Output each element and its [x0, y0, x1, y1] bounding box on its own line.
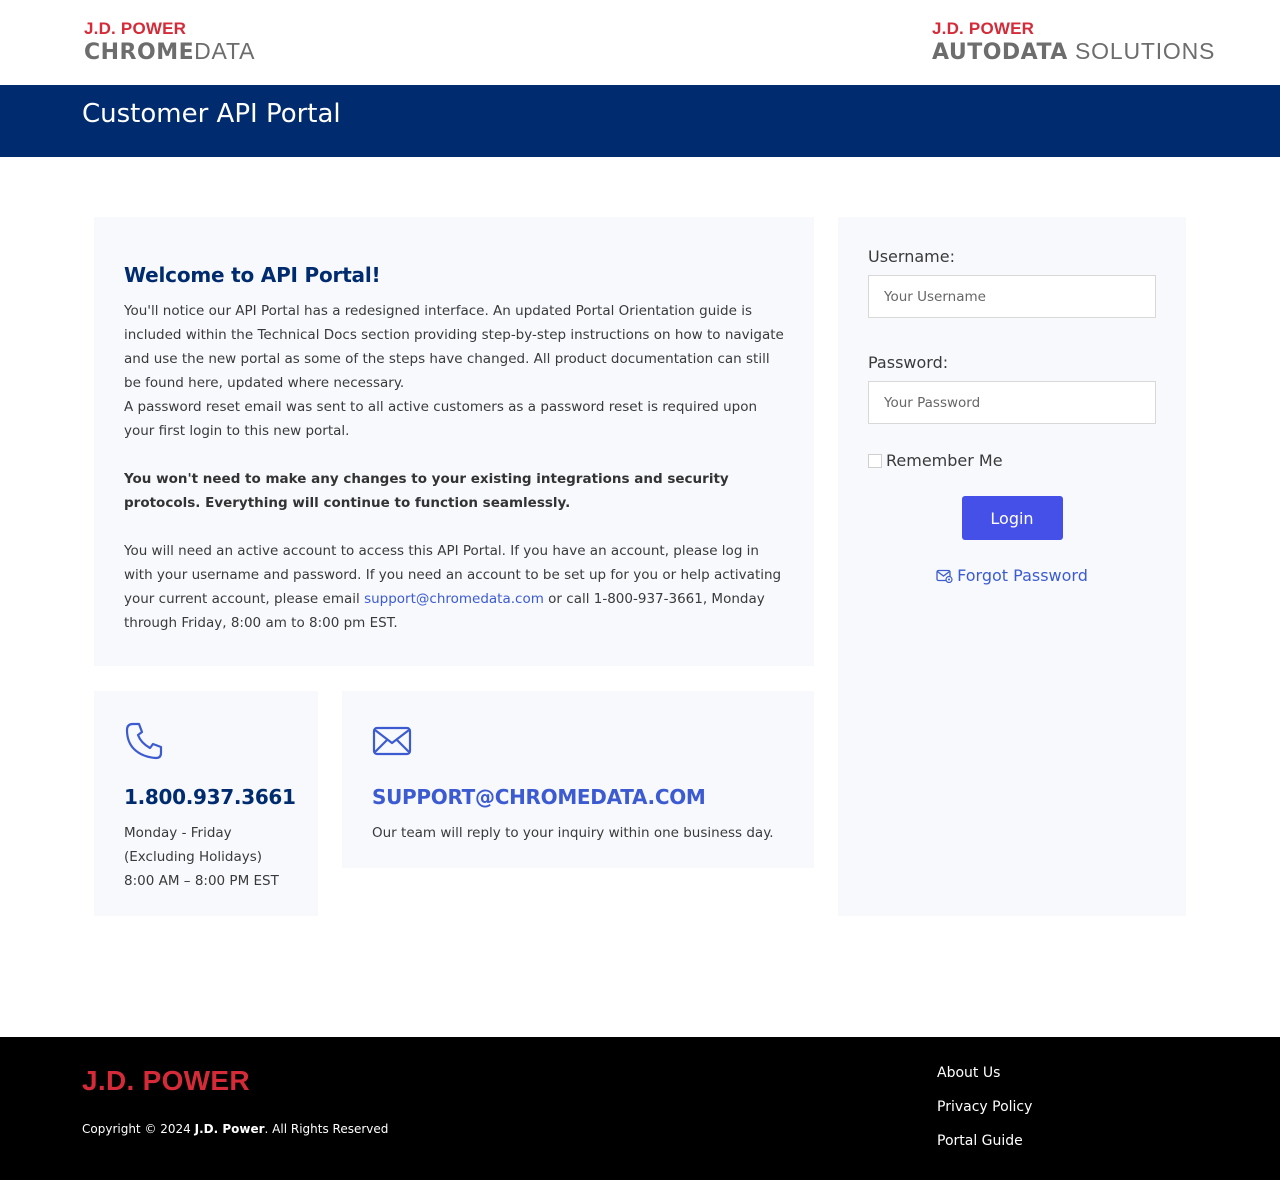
- account-text-after: or call 1-800-937-3661, Monday through Friday, 8:00 am to 8:00 pm EST.: [124, 591, 765, 631]
- support-email-link[interactable]: support@chromedata.com: [364, 591, 544, 607]
- support-reply-text: Our team will reply to your inquiry within one business day.: [372, 825, 774, 841]
- username-input[interactable]: [868, 275, 1156, 318]
- autodata-logo-jdpower: J.D. POWER: [932, 19, 1035, 38]
- remember-me-label[interactable]: Remember Me: [886, 451, 1003, 470]
- phone-number-heading[interactable]: 1.800.937.3661: [124, 785, 296, 809]
- username-label: Username:: [868, 247, 955, 266]
- login-panel: [838, 217, 1186, 916]
- remember-me-row: [868, 451, 1156, 470]
- forgot-password-label: Forgot Password: [957, 566, 1088, 585]
- login-button[interactable]: Login: [962, 496, 1063, 540]
- footer: [0, 1037, 1280, 1180]
- chromedata-logo[interactable]: [84, 19, 255, 65]
- phone-hours-days: Monday - Friday: [124, 825, 232, 841]
- envelope-gear-icon: [936, 569, 953, 583]
- footer-link-privacy-policy[interactable]: Privacy Policy: [937, 1099, 1033, 1115]
- account-text-before: You will need an active account to access this API Portal. If you have an account, please log in with your username and password. If you need an account to be set up for you or help activating your current account, please email: [124, 543, 782, 607]
- footer-link-portal-guide[interactable]: Portal Guide: [937, 1133, 1023, 1149]
- password-input[interactable]: [868, 381, 1156, 424]
- phone-icon: [124, 721, 164, 761]
- autodata-solutions-logo[interactable]: [932, 19, 1215, 65]
- copyright-suffix: . All Rights Reserved: [264, 1122, 389, 1136]
- page-title: Customer API Portal: [82, 99, 341, 129]
- login-form: [868, 247, 1156, 585]
- email-contact-card: [342, 691, 814, 868]
- support-email-heading[interactable]: SUPPORT@CHROMEDATA.COM: [372, 785, 706, 809]
- phone-hours-holidays: (Excluding Holidays): [124, 849, 263, 865]
- top-header: [0, 0, 1280, 85]
- welcome-paragraph-redesign: You'll notice our API Portal has a redesigned interface. An updated Portal Orientation guide is included within the Technical Docs section providing step-by-step instructions on how to navigate and use the new portal as some of the steps have changed. All product documentation can still be found here, updated where necessary.: [124, 303, 784, 391]
- chromedata-logo-wordmark: [84, 39, 255, 65]
- footer-jdpower-logo[interactable]: J.D. POWER: [82, 1065, 250, 1096]
- chromedata-logo-bold: CHROME: [84, 40, 195, 65]
- chromedata-logo-jdpower: J.D. POWER: [84, 19, 187, 38]
- welcome-paragraph-password-reset: A password reset email was sent to all active customers as a password reset is required upon your first login to this new portal.: [124, 399, 758, 439]
- copyright-brand: J.D. Power: [194, 1122, 265, 1136]
- envelope-icon: [372, 721, 412, 761]
- chromedata-logo-light: DATA: [194, 38, 256, 64]
- phone-hours-time: 8:00 AM – 8:00 PM EST: [124, 873, 279, 889]
- spacer: [124, 443, 784, 467]
- password-label: Password:: [868, 353, 949, 372]
- welcome-paragraph-account: [124, 539, 784, 635]
- footer-link-about-us[interactable]: About Us: [937, 1065, 1001, 1081]
- phone-contact-card: [94, 691, 318, 916]
- title-banner: [0, 85, 1280, 157]
- footer-links: [937, 1064, 1032, 1166]
- remember-me-checkbox[interactable]: [868, 454, 882, 468]
- forgot-password-link[interactable]: [868, 566, 1156, 585]
- welcome-heading: Welcome to API Portal!: [124, 263, 381, 287]
- copyright-prefix: Copyright © 2024: [82, 1122, 195, 1136]
- spacer: [124, 515, 784, 539]
- autodata-logo-bold: AUTODATA: [932, 40, 1068, 65]
- autodata-logo-light: SOLUTIONS: [1067, 38, 1216, 64]
- welcome-panel: [94, 217, 814, 666]
- copyright-text: [82, 1122, 388, 1136]
- autodata-logo-wordmark: [932, 39, 1215, 65]
- welcome-paragraph-integrations: You won't need to make any changes to your existing integrations and security protocols. Everything will continue to function seamlessly.: [124, 471, 729, 511]
